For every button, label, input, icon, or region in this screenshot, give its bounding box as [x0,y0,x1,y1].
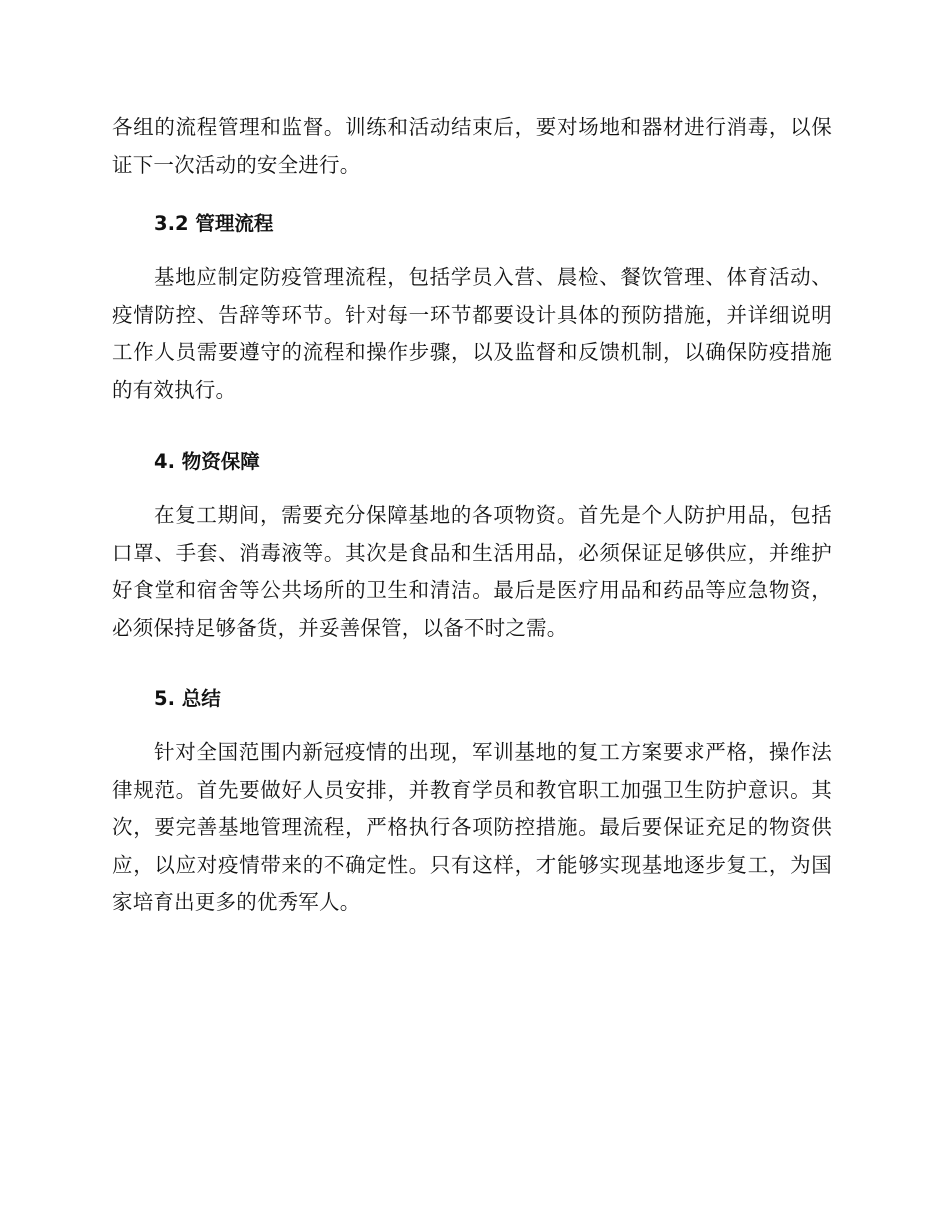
paragraph-management-process: 基地应制定防疫管理流程，包括学员入营、晨检、餐饮管理、体育活动、疫情防控、告辞等环节。针对每一环节都要设计具体的预防措施，并详细说明工作人员需要遵守的流程和操作步骤，以及监督和反馈机制，以确保防疫措施的有效执行。 [112,265,832,402]
paragraph-material-supply: 在复工期间，需要充分保障基地的各项物资。首先是个人防护用品，包括口罩、手套、消毒液等。其次是食品和生活用品，必须保证足够供应，并维护好食堂和宿舍等公共场所的卫生和清洁。最后是医疗用品和药品等应急物资，必须保持足够备货，并妥善保管，以备不时之需。 [112,503,832,640]
paragraph-summary: 针对全国范围内新冠疫情的出现，军训基地的复工方案要求严格，操作法律规范。首先要做好人员安排，并教育学员和教官职工加强卫生防护意识。其次，要完善基地管理流程，严格执行各项防控措施。最后要保证充足的物资供应，以应对疫情带来的不确定性。只有这样，才能够实现基地逐步复工，为国家培育出更多的优秀军人。 [112,740,832,914]
section-heading-4: 4. 物资保障 [154,450,260,473]
section-heading-3-2: 3.2 管理流程 [154,212,274,235]
paragraph-continuation: 各组的流程管理和监督。训练和活动结束后，要对场地和器材进行消毒，以保证下一次活动的安全进行。 [112,115,832,177]
section-heading-5: 5. 总结 [154,687,221,710]
